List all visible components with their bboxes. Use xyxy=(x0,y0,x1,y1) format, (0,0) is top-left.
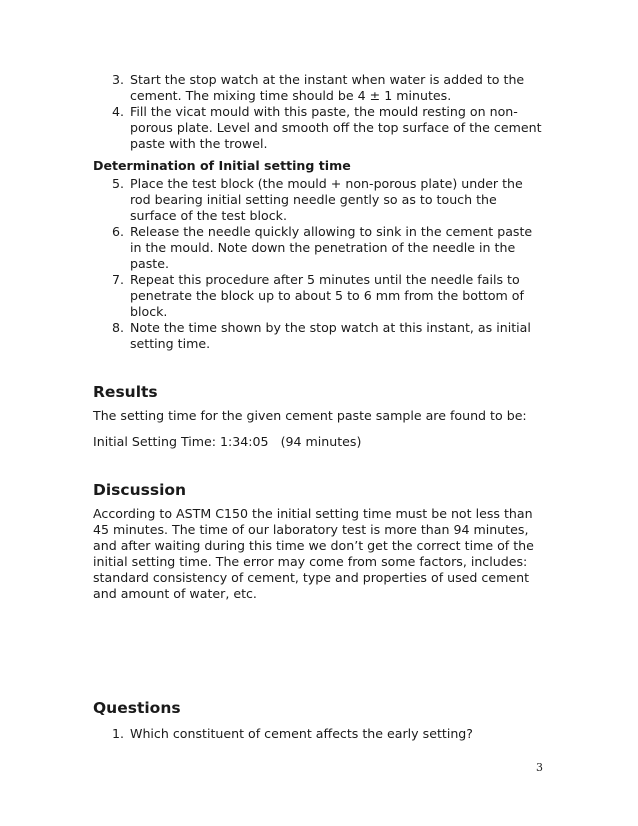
list-number: 8. xyxy=(111,320,124,335)
list-number: 3. xyxy=(111,72,124,87)
list-number: 6. xyxy=(111,224,124,239)
list-text: Note the time shown by the stop watch at this instant, as initial setting time. xyxy=(130,320,531,351)
list-text: Release the needle quickly allowing to sink in the cement paste in the mould. Note down the penetration of the needle in the paste. xyxy=(130,224,533,271)
list-number: 1. xyxy=(111,726,124,741)
discussion-text: According to ASTM C150 the initial setting time must be not less than 45 minutes. The time of our laboratory test is more than 94 minutes, and after waiting during this time we don’t get the correct time of the initial setting time. The error may come from some factors, includes: standard consistency of cement, type and properties of used cement and amount of water, etc. xyxy=(93,506,534,601)
page-number: 3 xyxy=(536,761,543,774)
list-item xyxy=(93,272,543,320)
list-item xyxy=(93,176,543,224)
list-number: 5. xyxy=(111,176,124,191)
list-text: Which constituent of cement affects the early setting? xyxy=(130,726,473,741)
list-number: 4. xyxy=(111,104,124,119)
list-text: Repeat this procedure after 5 minutes until the needle fails to penetrate the block up to about 5 to 6 mm from the bottom of block. xyxy=(130,272,524,319)
results-value: Initial Setting Time: 1:34:05 (94 minutes) xyxy=(93,434,362,449)
list-item xyxy=(93,726,543,742)
list-number: 7. xyxy=(111,272,124,287)
questions-list xyxy=(93,726,543,742)
list-text: Place the test block (the mould + non-porous plate) under the rod bearing initial setting needle gently so as to touch the surface of the test block. xyxy=(130,176,523,223)
section-subheading: Determination of Initial setting time xyxy=(93,158,351,173)
list-text: Fill the vicat mould with this paste, the mould resting on non-porous plate. Level and smooth off the top surface of the cement paste with the trowel. xyxy=(130,104,542,151)
list-item xyxy=(93,320,543,352)
list-item xyxy=(93,224,543,272)
list-text: Start the stop watch at the instant when water is added to the cement. The mixing time should be 4 ± 1 minutes. xyxy=(130,72,525,103)
list-item xyxy=(93,72,543,104)
questions-heading: Questions xyxy=(93,699,181,717)
list-item xyxy=(93,104,543,152)
steps-list-b xyxy=(93,176,543,352)
results-text: The setting time for the given cement paste sample are found to be: xyxy=(93,408,527,423)
steps-list-a xyxy=(93,72,543,152)
document-page xyxy=(93,72,543,742)
discussion-heading: Discussion xyxy=(93,481,187,499)
results-heading: Results xyxy=(93,383,158,401)
